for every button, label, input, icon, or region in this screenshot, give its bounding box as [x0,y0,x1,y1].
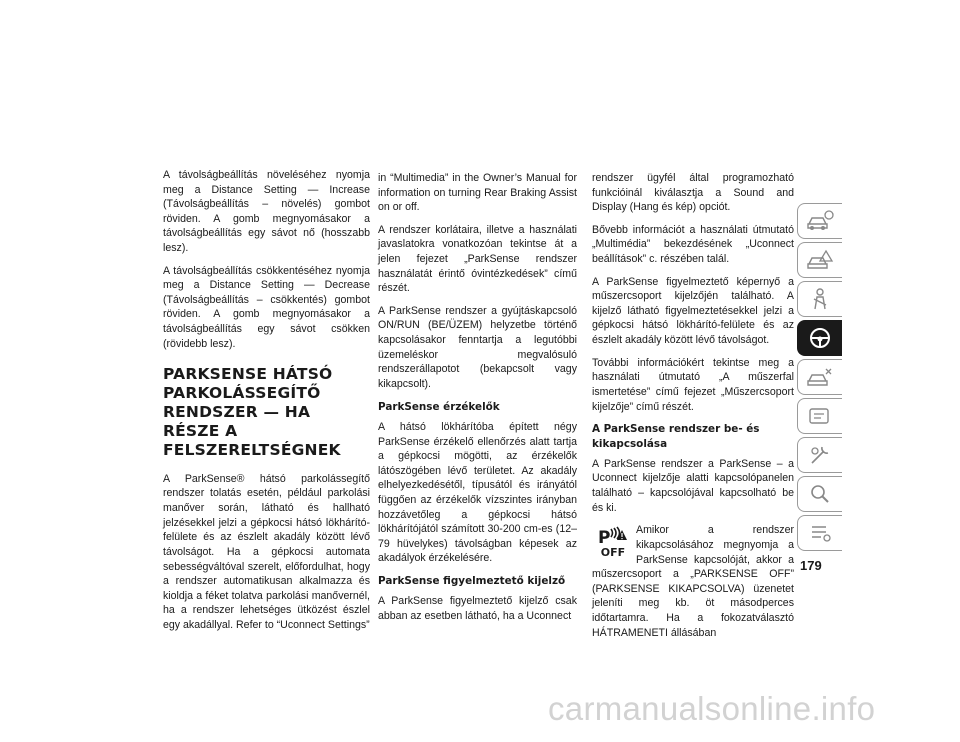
column-3 [592,171,794,648]
paragraph: rendszer ügyfél által programozható funkcióinál kiválasztja a Sound and Display (Hang és kép) opciót. [592,172,794,214]
paragraph: A ParkSense figyelmeztető képernyő a műszercsoport kijelzőjén található. A kijelző látható figyelmeztetésekkel jelzi a gépkocsi hátsó lökhárító-felülete és az észlelt akadály között lévő távolságot. [592,275,794,347]
column-1 [163,168,370,641]
paragraph: A ParkSense figyelmeztető kijelző csak abban az esetben látható, ha a Uconnect [378,595,577,622]
subheading-warning-display: ParkSense figyelmeztető kijelző [378,574,566,587]
paragraph: A ParkSense rendszer a gyújtáskapcsoló ON/RUN (BE/ÜZEM) helyzetbe történő kapcsolásakor fenntartja a legutóbbi üzemeléskor megvalósuló rendszerállapotot (bekapcsolt vagy kikapcsolt). [378,304,577,390]
paragraph: A ParkSense rendszer a ParkSense – a Uconnect kijelzője alatti kapcsolópanelen található – kapcsolójával kapcsolható be és ki. [592,457,794,514]
paragraph: Bővebb információt a használati útmutató „Multimédia” bekezdésének „Uconnect beállítások” c. részében talál. [592,223,794,266]
tab-index[interactable] [797,515,842,551]
car-crash-icon [806,365,834,389]
svg-text:P: P [598,528,611,548]
parksense-off-block [592,523,794,640]
search-icon [806,482,834,506]
tab-car-info[interactable] [797,203,842,239]
tab-search[interactable] [797,476,842,512]
tab-car-crash[interactable] [797,359,842,395]
paragraph: A rendszer korlátaira, illetve a használati javaslatokra vonatkozóan tekintse át a jelen fejezet „ParkSense rendszer használatát érintő óvintézkedések” című részét. [378,223,577,295]
tab-car-warning[interactable] [797,242,842,278]
tools-icon [806,443,834,467]
service-icon [806,404,834,428]
watermark: carmanualsonline.info [548,690,876,727]
subheading-on-off: A ParkSense rendszer be- és kikapcsolása [592,423,760,450]
car-warning-icon [806,248,834,272]
paragraph: A távolságbeállítás csökkentéséhez nyomja meg a Distance Setting — Decrease (Távolságbeállítás – csökkentés) gombot röviden. A gomb megnyomásakor a távolságbeállítás egy sávot csökken (rövidebb lesz). [163,264,370,350]
car-info-icon [806,209,834,233]
paragraph: in “Multimedia” in the Owner’s Manual for information on turning Rear Braking Assist on or off. [378,172,577,214]
tab-service[interactable] [797,398,842,434]
paragraph: További információkért tekintse meg a használati útmutató „A műszerfal ismertetése” című fejezet „Műszercsoport kijelzője” című részét. [592,356,794,413]
page-number: 179 [800,558,822,573]
off-label: OFF [600,546,626,560]
tab-tools[interactable] [797,437,842,473]
tab-steering[interactable] [797,320,842,356]
paragraph: Amikor a rendszer kikapcsolásához megnyomja a ParkSense kapcsolóját, akkor a műszercsoport a „PARKSENSE OFF” (PARKSENSE KIKAPCSOLVA) üzenetet jeleníti meg kb. öt másodperces időtartamra. Ha a fokozatválasztó HÁTRAMENETI állásában [592,524,794,639]
safety-icon [806,287,834,311]
chapter-tabs [797,203,843,554]
subheading-sensors: ParkSense érzékelők [378,400,500,413]
tab-safety[interactable] [797,281,842,317]
steering-wheel-icon [806,326,834,350]
section-heading: PARKSENSE HÁTSÓ PARKOLÁSSEGÍTŐ RENDSZER — HA RÉSZE A FELSZERELTSÉGNEK [163,365,341,459]
paragraph: A távolságbeállítás növeléséhez nyomja meg a Distance Setting — Increase (Távolságbeállítás – növelés) gombot röviden. A gomb megnyomásakor a távolságbeállítás egy sávot nő (hosszabb lesz). [163,169,370,255]
index-icon [806,521,834,545]
column-2 [378,171,577,632]
paragraph: A ParkSense® hátsó parkolássegítő rendszer tolatás esetén, például parkolási manőver során, látható és hallható jelzésekkel jelzi a gépkocsi hátsó lökhárító-felülete és az észlelt akadály között lévő távolságot. Ha a gépkocsi automata sebességváltóval szerelt, előfordulhat, hogy a rendszer automatikusan alkalmazza és kioldja a féket tolatva parkolási manővernél, ha a rendszer lehetséges ütközést észlel egy akadállyal. Refer to “Uconnect Settings” [163,472,370,631]
parksense-off-icon [598,525,628,561]
paragraph: A hátsó lökhárítóba épített négy ParkSense érzékelő ellenőrzés alatt tartja a gépkocsi mögötti, az érzékelők látószögében lévő területet. Az akadály elhelyezkedésétől, típusától és irányától függően az érzékelők vízszintes irányban hozzávetőleg a gépkocsi hátsó lökhárítójától számított 30-200 cm-es (12–79 hüvelykes) távolságban képesek az akadályok érzékelésére. [378,420,577,565]
